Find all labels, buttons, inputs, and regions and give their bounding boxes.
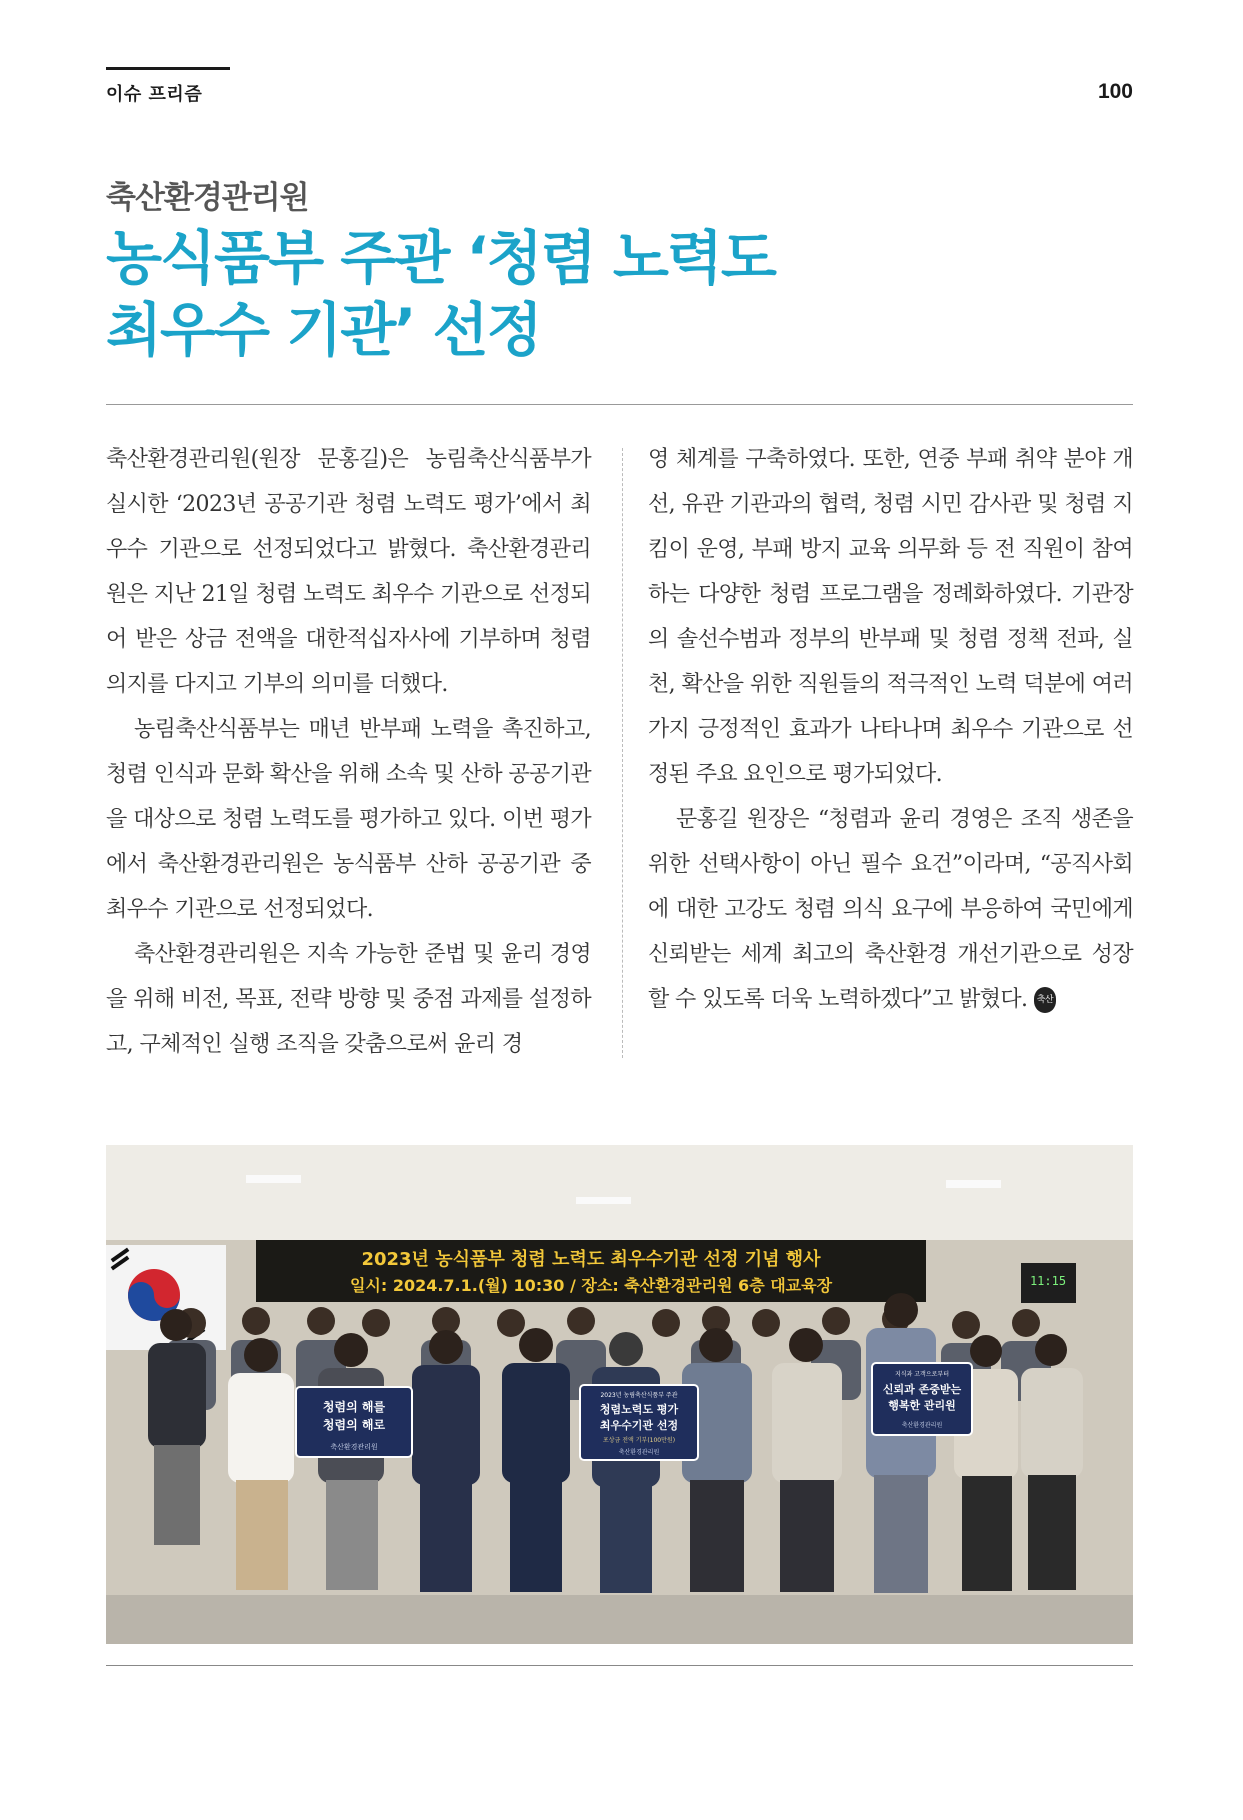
paragraph-3-continued: 영 체계를 구축하였다. 또한, 연중 부패 취약 분야 개선, 유관 기관과의 협력, 청렴 시민 감사관 및 청렴 지킴이 운영, 부패 방지 교육 의무화 등 전 직원이 참여하는 다양한 청렴 프로그램을 정례화하였다. 기관장의 솔선수범과 정부의 반부패 및 청렴 정책 전파, 실천, 확산을 위한 직원들의 적극적인 노력 덕분에 여러 가지 긍정적인 효과가 나타나며 최우수 기관으로 선정된 주요 요인으로 평가되었다. bbox=[648, 447, 1133, 787]
sign-center-top: 2023년 농림축산식품부 주관 bbox=[600, 1392, 678, 1399]
paragraph-3: 축산환경관리원은 지속 가능한 준법 및 윤리 경영을 위해 비전, 목표, 전략 방향 및 중점 과제를 설정하고, 구체적인 실행 조직을 갖춤으로써 윤리 경 bbox=[106, 942, 591, 1057]
paragraph-1: 축산환경관리원(원장 문홍길)은 농림축산식품부가 실시한 ‘2023년 공공기관 청렴 노력도 평가’에서 최우수 기관으로 선정되었다고 밝혔다. 축산환경관리원은 지난 21일 청렴 노력도 최우수 기관으로 선정되어 받은 상금 전액을 대한적십자사에 기부하며 청렴 의지를 다지고 기부의 의미를 더했다. bbox=[106, 447, 591, 697]
sign-right bbox=[872, 1363, 972, 1435]
column-divider bbox=[622, 448, 623, 1058]
organization-name: 축산환경관리원 bbox=[106, 180, 309, 216]
sign-right-line-1: 신뢰과 존중받는 bbox=[882, 1383, 962, 1396]
bottom-divider bbox=[106, 1665, 1133, 1666]
banner-line-2: 일시: 2024.7.1.(월) 10:30 / 장소: 축산환경관리원 6층 대교육장 bbox=[349, 1276, 833, 1295]
sign-left-footer: 축산환경관리원 bbox=[330, 1443, 378, 1451]
headline-line-1: 농식품부 주관 ‘청렴 노력도 bbox=[106, 224, 775, 292]
header-rule bbox=[106, 67, 230, 70]
sign-center-line-2: 최우수기관 선정 bbox=[599, 1419, 679, 1432]
page-number: 100 bbox=[1097, 80, 1133, 103]
end-mark-icon: 축산 bbox=[1034, 987, 1056, 1013]
paragraph-2: 농림축산식품부는 매년 반부패 노력을 촉진하고, 청렴 인식과 문화 확산을 위해 소속 및 산하 공공기관을 대상으로 청렴 노력도를 평가하고 있다. 이번 평가에서 축산환경관리원은 농식품부 산하 공공기관 중 최우수 기관으로 선정되었다. bbox=[106, 717, 591, 922]
headline-line-2: 최우수 기관’ 선정 bbox=[106, 296, 541, 364]
sign-left-line-2: 청렴의 해로 bbox=[322, 1418, 386, 1432]
article-left-column bbox=[106, 437, 591, 1067]
sign-left bbox=[296, 1387, 412, 1457]
sign-right-footer: 축산환경관리원 bbox=[901, 1422, 943, 1429]
clock-readout: 11:15 bbox=[1029, 1274, 1067, 1288]
title-divider bbox=[106, 404, 1133, 405]
sign-center-footer: 축산환경관리원 bbox=[618, 1449, 660, 1456]
article-right-column bbox=[648, 437, 1133, 1022]
section-label: 이슈 프리즘 bbox=[106, 84, 203, 105]
paragraph-4 bbox=[648, 797, 1133, 1022]
sign-center-line-1: 청렴노력도 평가 bbox=[599, 1403, 679, 1416]
paragraph-4-text: 문홍길 원장은 “청렴과 윤리 경영은 조직 생존을 위한 선택사항이 아닌 필수 요건”이라며, “공직사회에 대한 고강도 청렴 의식 요구에 부응하여 국민에게 신뢰받는 세계 최고의 축산환경 개선기관으로 성장할 수 있도록 더욱 노력하겠다”고 밝혔다. bbox=[648, 807, 1133, 1012]
sign-left-line-1: 청렴의 해를 bbox=[322, 1400, 386, 1414]
sign-right-line-2: 행복한 관리원 bbox=[888, 1399, 956, 1412]
sign-right-top: 지식과 고객으로부터 bbox=[894, 1371, 950, 1378]
event-group-photo bbox=[106, 1145, 1133, 1644]
sign-center-line-3: 포상금 전액 기부(100만원) bbox=[602, 1437, 676, 1444]
sign-center bbox=[580, 1385, 698, 1460]
banner-line-1: 2023년 농식품부 청렴 노력도 최우수기관 선정 기념 행사 bbox=[361, 1249, 821, 1270]
article-headline bbox=[106, 222, 1006, 366]
